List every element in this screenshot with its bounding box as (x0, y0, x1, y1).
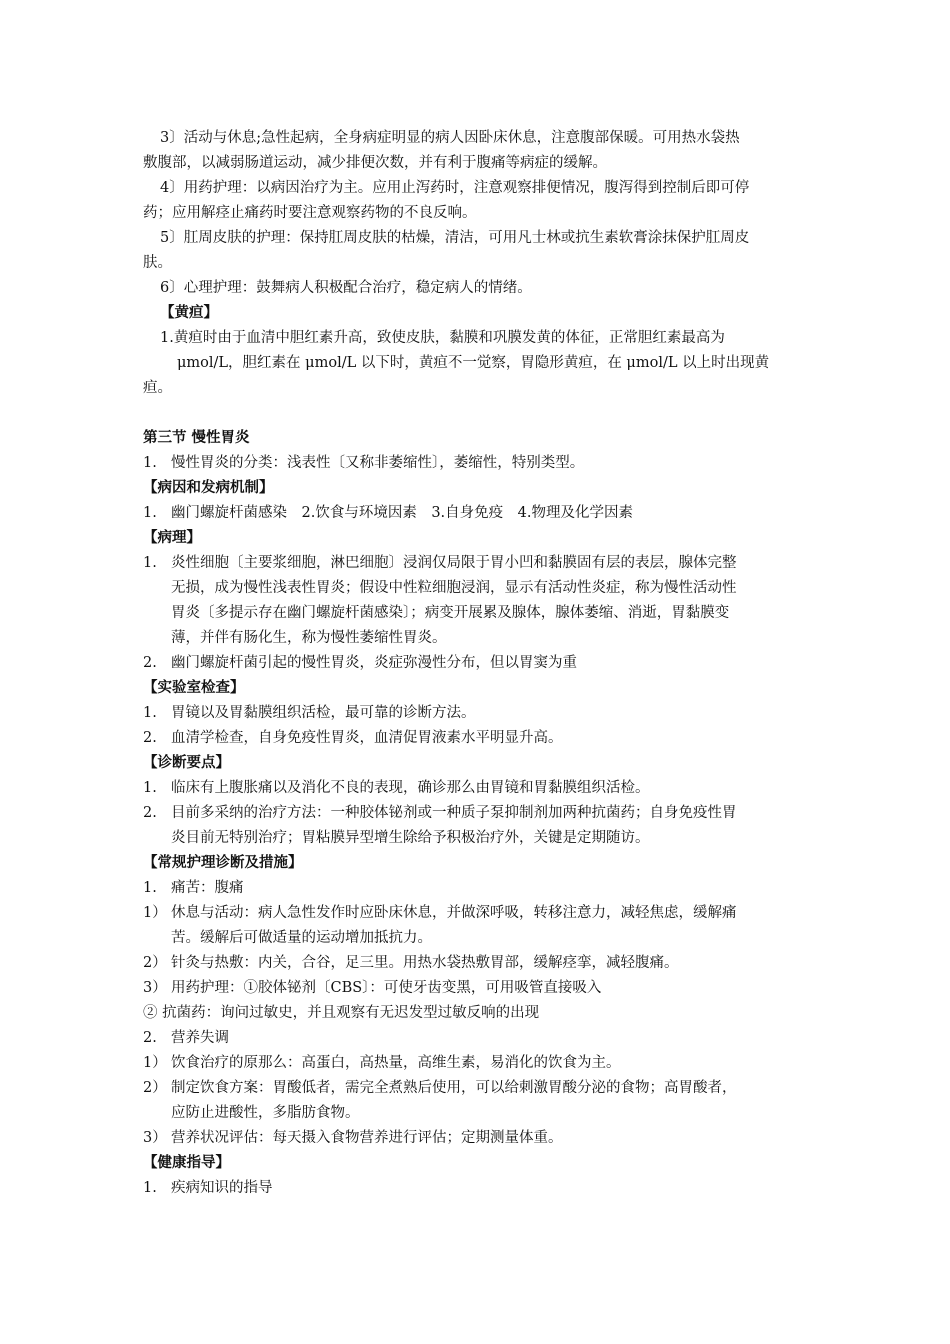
list-number: 1. (143, 780, 157, 796)
list-item (143, 728, 563, 748)
list-item (143, 953, 679, 973)
paragraph-line: 敷腹部，以减弱肠道运动，减少排便次数，并有利于腹痛等病症的缓解。 (143, 155, 607, 171)
paragraph-line: 3〕活动与休息;急性起病，全身病症明显的病人因卧床休息，注意腹部保暖。可用热水袋热 (160, 130, 740, 146)
heading-diagnosis: 【诊断要点】 (143, 754, 230, 771)
list-item (143, 1178, 273, 1198)
list-item (143, 503, 633, 523)
list-text: 针灸与热敷：内关，合谷，足三里。用热水袋热敷胃部，缓解痉挛，减轻腹痛。 (171, 955, 679, 971)
paragraph-line: 1.黄疸时由于血清中胆红素升高，致使皮肤，黏膜和巩膜发黄的体征，正常胆红素最高为 (160, 330, 725, 346)
list-text: 幽门螺旋杆菌引起的慢性胃炎，炎症弥漫性分布，但以胃窦为重 (171, 655, 577, 671)
list-text: 痛苦：腹痛 (171, 880, 244, 896)
list-number: 2） (143, 955, 167, 971)
list-text: 营养状况评估：每天摄入食物营养进行评估；定期测量体重。 (171, 1130, 563, 1146)
list-item (143, 703, 476, 723)
section-title: 第三节 慢性胃炎 (143, 429, 250, 446)
list-number: 1） (143, 1055, 167, 1071)
list-item (143, 903, 737, 923)
list-continuation: 炎目前无特别治疗；胃粘膜异型增生除给予积极治疗外，关键是定期随访。 (171, 830, 650, 846)
list-continuation: 苦。缓解后可做适量的运动增加抵抗力。 (171, 930, 432, 946)
paragraph-line: 肤。 (143, 255, 172, 271)
list-number: 1. (143, 1180, 157, 1196)
list-item (143, 778, 650, 798)
list-number: 2. (143, 730, 157, 746)
list-text: 疾病知识的指导 (171, 1180, 273, 1196)
list-text: 休息与活动：病人急性发作时应卧床休息，并做深呼吸，转移注意力，减轻焦虑，缓解痛 (171, 905, 737, 921)
list-item: ② 抗菌药：询问过敏史，并且观察有无迟发型过敏反响的出现 (143, 1005, 540, 1021)
list-item (143, 978, 601, 998)
list-number: 2） (143, 1080, 167, 1096)
list-number: 1） (143, 905, 167, 921)
paragraph-line: 药；应用解痉止痛药时要注意观察药物的不良反响。 (143, 205, 477, 221)
list-continuation: 薄，并伴有肠化生，称为慢性萎缩性胃炎。 (171, 630, 447, 646)
list-item (143, 878, 244, 898)
list-item (143, 553, 737, 573)
list-number: 1. (143, 505, 157, 521)
list-number: 2. (143, 805, 157, 821)
heading-pathology: 【病理】 (143, 529, 201, 546)
list-number: 1. (143, 555, 157, 571)
list-item (143, 803, 737, 823)
list-item (143, 653, 577, 673)
list-continuation: 应防止进酸性，多脂肪食物。 (171, 1105, 360, 1121)
list-continuation: 胃炎〔多提示存在幽门螺旋杆菌感染〕；病变开展累及腺体，腺体萎缩、消逝，胃黏膜变 (171, 605, 730, 621)
list-text: 营养失调 (171, 1030, 229, 1046)
list-text: 制定饮食方案：胃酸低者，需完全煮熟后使用，可以给刺激胃酸分泌的食物；高胃酸者， (171, 1080, 737, 1096)
paragraph-line: 5〕肛周皮肤的护理：保持肛周皮肤的枯燥，清洁，可用凡士林或抗生素软膏涂抹保护肛周皮 (160, 230, 750, 246)
list-continuation: 无损，成为慢性浅表性胃炎；假设中性粒细胞浸润，显示有活动性炎症，称为慢性活动性 (171, 580, 737, 596)
list-number: 2. (143, 655, 157, 671)
list-number: 2. (143, 1030, 157, 1046)
list-text: 临床有上腹胀痛以及消化不良的表现，确诊那么由胃镜和胃黏膜组织活检。 (171, 780, 650, 796)
list-item (143, 1078, 737, 1098)
paragraph-line: 疸。 (143, 380, 172, 396)
list-text: 饮食治疗的原那么：高蛋白，高热量，高维生素，易消化的饮食为主。 (171, 1055, 621, 1071)
list-text: 用药护理：①胶体铋剂〔CBS〕：可使牙齿变黑，可用吸管直接吸入 (171, 980, 602, 996)
list-number: 3） (143, 1130, 167, 1146)
list-item (143, 453, 584, 473)
list-item (143, 1128, 563, 1148)
list-text: 胃镜以及胃黏膜组织活检，最可靠的诊断方法。 (171, 705, 476, 721)
list-item (143, 1053, 621, 1073)
list-text: 血清学检查，自身免疫性胃炎，血清促胃液素水平明显升高。 (171, 730, 563, 746)
heading-lab: 【实验室检查】 (143, 679, 245, 696)
paragraph-line: 4〕用药护理：以病因治疗为主。应用止泻药时，注意观察排便情况，腹泻得到控制后即可停 (160, 180, 750, 196)
list-item (143, 1028, 229, 1048)
heading-nursing: 【常规护理诊断及措施】 (143, 854, 303, 871)
heading-etiology: 【病因和发病机制】 (143, 479, 274, 496)
paragraph-line: 6〕心理护理：鼓舞病人积极配合治疗，稳定病人的情绪。 (160, 280, 532, 296)
list-text: 炎性细胞〔主要浆细胞，淋巴细胞〕浸润仅局限于胃小凹和黏膜固有层的表层，腺体完整 (171, 555, 737, 571)
list-text: 慢性胃炎的分类：浅表性〔又称非萎缩性〕，萎缩性，特别类型。 (171, 455, 585, 471)
section-heading-jaundice: 【黄疸】 (160, 304, 218, 321)
list-number: 1. (143, 455, 157, 471)
list-text: 目前多采纳的治疗方法：一种胶体铋剂或一种质子泵抑制剂加两种抗菌药；自身免疫性胃 (171, 805, 737, 821)
heading-health-guidance: 【健康指导】 (143, 1154, 230, 1171)
list-number: 1. (143, 705, 157, 721)
paragraph-line: μmol/L，胆红素在 μmol/L 以下时，黄疸不一觉察，胃隐形黄疸，在 μmol/L 以上时出现黄 (177, 355, 770, 371)
list-number: 1. (143, 880, 157, 896)
list-text: 幽门螺旋杆菌感染 2.饮食与环境因素 3.自身免疫 4.物理及化学因素 (171, 505, 634, 521)
list-number: 3） (143, 980, 167, 996)
